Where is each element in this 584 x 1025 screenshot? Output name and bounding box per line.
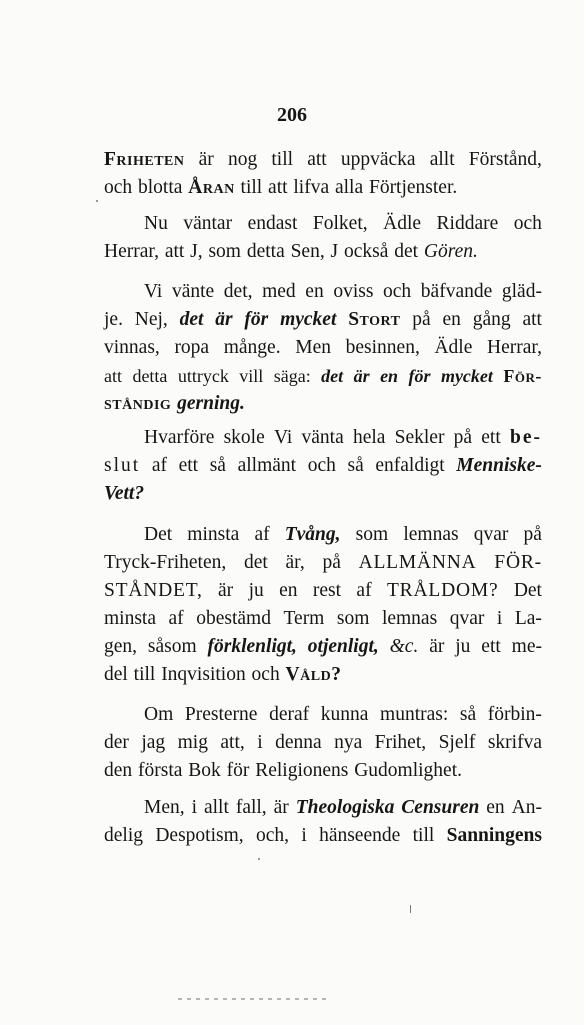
print-speck [410,905,411,913]
text-line: Hvarföre skole Vi vänta hela Sekler på ett be- [144,427,542,448]
print-speck [258,858,260,860]
paragraph-3 [104,278,542,418]
text-line: der jag mig att, i denna nya Frihet, Sjelf skrifva [104,732,542,753]
text-line: den första Bok för Religionens Gudomlighet. [104,760,463,781]
text-line: Tryck-Friheten, det är, på ALLMÄNNA FÖR- [104,552,542,573]
text-line: Herrar, att J, som detta Sen, J också det Gören. [104,241,478,262]
text-line: gen, såsom förklenligt, otjenligt, &c. är ju ett me- [104,636,542,657]
text-line: Nu väntar endast Folket, Ädle Riddare och [144,213,542,234]
paragraph-7 [104,794,542,850]
print-speck [96,200,98,202]
paragraph-1 [104,146,542,202]
text-line: del till Inqvisition och Våld? [104,664,342,685]
text-line: Det minsta af Tvång, som lemnas qvar på [144,524,542,545]
print-specks-footer [178,998,328,1000]
text-line: vinnas, ropa månge. Men besinnen, Ädle Herrar, [104,337,542,358]
text-line: Vett? [104,483,145,504]
text-line: delig Despotism, och, i hänseende till Sanningens [104,825,542,846]
text-line: och blotta Åran till att lifva alla Förtjenster. [104,177,458,198]
text-line: je. Nej, det är för mycket Stort på en gång att [104,309,542,330]
paragraph-2 [104,210,542,266]
paragraph-4 [104,424,542,508]
text-line: ståndig gerning. [104,393,245,414]
text-line: minsta af obestämd Term som lemnas qvar i La- [104,608,542,629]
text-line: STÅNDET, är ju en rest af TRÅLDOM? Det [104,580,542,601]
text-line: Om Presterne deraf kunna muntras: så förbin- [144,704,542,725]
paragraph-5 [104,521,542,689]
page-number: 206 [277,104,307,126]
text-line: Vi vänte det, med en oviss och bäfvande gläd- [144,281,542,302]
paragraph-6 [104,701,542,785]
text-line: Friheten är nog till att uppväcka allt Förstånd, [104,149,542,170]
text-line: slut af ett så allmänt och så enfaldigt Menniske- [104,455,542,476]
text-line: att detta uttryck vill säga: det är en för mycket För- [104,366,542,386]
text-line: Men, i allt fall, är Theologiska Censuren en An- [144,797,542,818]
